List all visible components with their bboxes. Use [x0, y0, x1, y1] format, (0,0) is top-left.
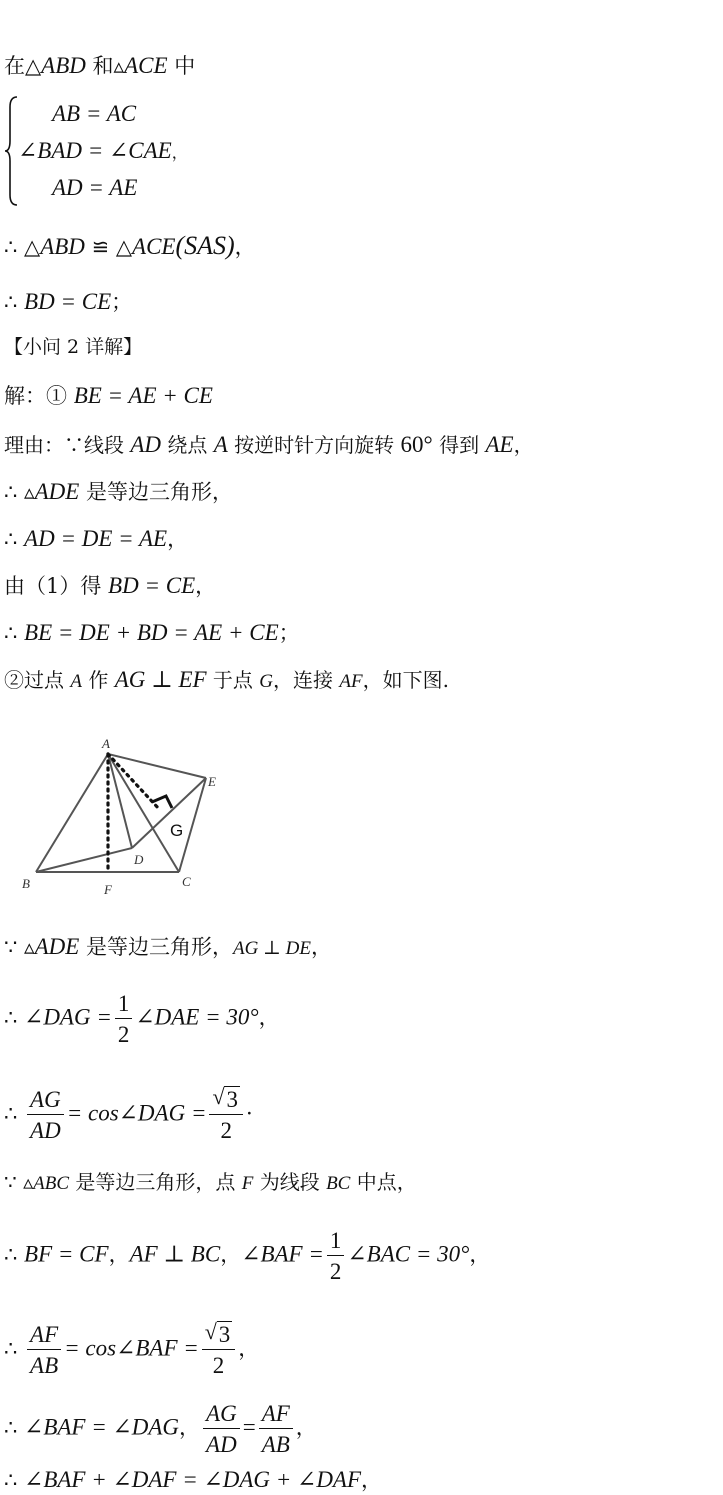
math: = [242, 1414, 256, 1440]
math: ∠BAF = [241, 1241, 324, 1267]
line-16 [4, 1172, 417, 1193]
math: ABD [40, 234, 85, 259]
text: 得到 [432, 433, 486, 457]
numerator: 1 [327, 1229, 345, 1256]
text: ， [258, 1005, 280, 1030]
math: AF ⊥ BC [129, 1241, 221, 1267]
equation-system [4, 95, 264, 207]
text: ∴ [4, 1468, 25, 1492]
math: AD = DE = AE [24, 526, 168, 551]
text: ∴ [4, 1242, 25, 1267]
math: BD = CE [108, 573, 196, 598]
math: AD [130, 432, 162, 457]
fraction-half [327, 1229, 345, 1283]
math: A [70, 671, 82, 692]
text: ， [171, 143, 188, 162]
radicand: 3 [218, 1322, 231, 1347]
math: = cos∠DAG = [66, 1100, 207, 1126]
radicand: 3 [226, 1087, 238, 1112]
text: ， [311, 935, 333, 959]
text: ， [179, 1415, 201, 1440]
line-15 [4, 1084, 253, 1143]
text: ②过点 [4, 668, 71, 692]
label-a: A [102, 736, 110, 751]
denominator: AB [30, 1353, 59, 1378]
text: ，如下图. [362, 668, 449, 692]
text: · [245, 1101, 253, 1126]
line-14 [4, 992, 280, 1046]
math: (SAS) [175, 231, 235, 260]
text: ； [111, 290, 133, 314]
segment-ae [108, 754, 206, 778]
text: ， [238, 1336, 260, 1361]
math: 60° [400, 432, 433, 457]
text: ， [469, 1242, 491, 1267]
text: ∴ [4, 621, 25, 645]
line-3 [4, 233, 256, 259]
text: ≌ △ [84, 235, 133, 259]
line-19 [4, 1402, 317, 1456]
numerator: AG [203, 1402, 240, 1429]
line-20 [4, 1468, 382, 1491]
text: ， [513, 433, 534, 457]
denominator: AD [206, 1432, 237, 1457]
fraction-ag-ad [203, 1402, 240, 1456]
math: AF [339, 671, 363, 692]
math: ∠DAG = [24, 1004, 112, 1030]
text: 是等边三角形，点 [69, 1170, 242, 1194]
segment-ab [36, 754, 108, 872]
math: ∠BAF + ∠DAF = ∠DAG + ∠DAF [24, 1467, 362, 1492]
line-12 [4, 668, 449, 691]
math: ∠DAE = 30° [135, 1004, 259, 1030]
math: ABD [41, 53, 86, 78]
label-f: F [104, 882, 112, 897]
fraction-af-ab [259, 1402, 293, 1456]
numerator: AF [259, 1402, 293, 1429]
math: BF = CF [24, 1241, 109, 1267]
label-d: D [134, 852, 144, 867]
math: ADE [34, 479, 80, 504]
line-17 [4, 1229, 490, 1283]
math: AG ⊥ EF [114, 667, 207, 692]
math: = cos∠BAF = [64, 1335, 199, 1361]
line-9 [4, 527, 188, 550]
text: 于点 [206, 668, 260, 692]
numerator: 1 [115, 992, 133, 1019]
text: ∴ [4, 1005, 25, 1030]
line-13 [4, 935, 332, 958]
text: ∴ [4, 527, 25, 551]
denominator: AD [30, 1118, 61, 1143]
math: AG ⊥ DE [232, 938, 312, 959]
denominator: 2 [117, 1022, 130, 1047]
label-g: G [170, 821, 184, 840]
text: 中 [167, 54, 196, 78]
system-row-2 [18, 138, 188, 164]
text: ， [167, 527, 189, 551]
text: 和▵ [85, 54, 125, 78]
text: 理由：∵线段 [4, 433, 131, 457]
line-8 [4, 480, 233, 503]
fraction-ag-ad [27, 1088, 64, 1142]
text: ， [234, 235, 256, 259]
math: BE = AE + CE [73, 383, 213, 408]
line-6 [4, 384, 213, 407]
math: A [213, 432, 228, 457]
line-11 [4, 621, 300, 644]
text: ∴ [4, 1336, 25, 1361]
numerator: AG [27, 1088, 64, 1115]
text: 为线段 [253, 1170, 327, 1194]
text: ， [220, 1242, 242, 1267]
text: ； [278, 621, 300, 645]
text: 中点， [350, 1170, 417, 1194]
text: 按逆时针方向旋转 [227, 433, 401, 457]
text: 是等边三角形， [79, 935, 233, 959]
math: BC [326, 1173, 351, 1194]
math: BE = DE + BD = AE + CE [24, 620, 279, 645]
math: F [241, 1173, 254, 1194]
text: ∴ [4, 1101, 25, 1126]
text: ∵ ▵ [4, 1170, 34, 1194]
text: 解：① [4, 384, 74, 408]
math: ADE [34, 934, 80, 959]
math: G [259, 671, 274, 692]
fraction-root3-2 [202, 1319, 236, 1378]
text: ， [361, 1468, 383, 1492]
label-e: E [208, 774, 216, 789]
math: ∠BAD = ∠CAE [18, 138, 172, 163]
text: 是等边三角形， [79, 480, 233, 504]
math: AE [485, 432, 514, 457]
line-7 [4, 433, 534, 456]
math: ACE [124, 53, 168, 78]
text: 作 [81, 668, 115, 692]
fraction-root3-2 [209, 1084, 243, 1143]
label-b: B [22, 876, 30, 891]
system-row-1: AB = AC [52, 101, 137, 126]
geometry-figure [14, 732, 234, 902]
label-c: C [182, 874, 191, 889]
text: ∴ [4, 290, 25, 314]
fraction-half [115, 992, 133, 1046]
text: ∴ ▵ [4, 480, 35, 504]
math: ∠BAC = 30° [347, 1241, 470, 1267]
denominator: 2 [329, 1259, 342, 1284]
line-4 [4, 290, 132, 313]
denominator: AB [261, 1432, 290, 1457]
numerator: AF [27, 1323, 61, 1350]
denominator: 2 [212, 1353, 225, 1378]
section-heading: 【小问 2 详解】 [4, 336, 143, 358]
text: ， [295, 1415, 317, 1440]
line-1 [4, 54, 195, 77]
math: BD = CE [24, 289, 112, 314]
math: ABC [33, 1173, 70, 1194]
sqrt-icon: √ 3 [204, 1319, 231, 1347]
text: ∴ △ [4, 235, 41, 259]
system-row-3: AD = AE [52, 175, 138, 200]
math: ACE [132, 234, 176, 259]
text: ， [195, 574, 217, 598]
text: ∵ ▵ [4, 935, 35, 959]
denominator: 2 [220, 1118, 232, 1143]
math: ∠BAF = ∠DAG [24, 1414, 180, 1440]
text: 绕点 [161, 433, 214, 457]
line-10 [4, 574, 216, 597]
sqrt-icon: √ 3 [212, 1084, 238, 1112]
segment-ad [108, 754, 132, 848]
line-18 [4, 1319, 260, 1378]
text: ，连接 [273, 668, 340, 692]
fraction-af-ab [27, 1323, 61, 1377]
text: ∴ [4, 1415, 25, 1440]
segment-bd [36, 848, 132, 872]
text: ， [108, 1242, 130, 1267]
text: 由（1）得 [4, 574, 109, 598]
text: 在△ [4, 54, 42, 78]
